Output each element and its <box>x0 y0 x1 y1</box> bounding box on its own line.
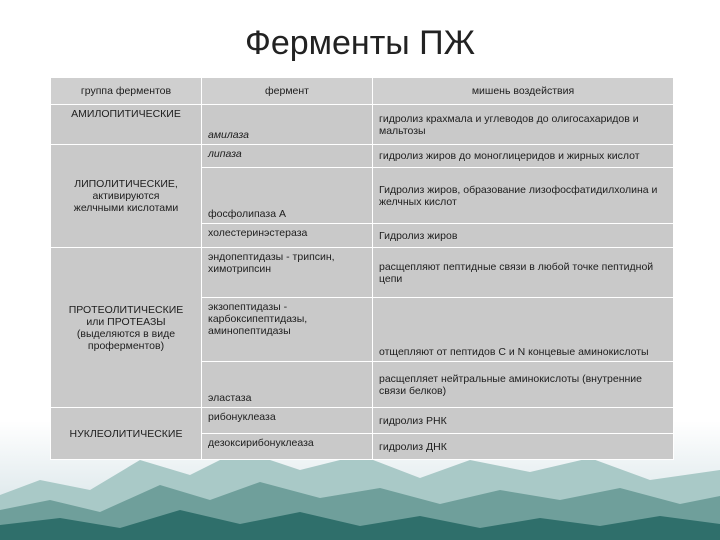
header-enzyme: фермент <box>202 78 373 105</box>
table-row <box>51 408 674 434</box>
enzyme-cell: липаза <box>202 145 373 168</box>
group-nucleolytic-label: НУКЛЕОЛИТИЧЕСКИЕ <box>69 427 183 440</box>
table-row <box>51 105 674 145</box>
group-amylolytic <box>51 105 202 145</box>
enzyme-cell: фосфолипаза А <box>202 168 373 224</box>
target-cell: расщепляют пептидные связи в любой точке пептидной цепи <box>373 248 674 298</box>
group-nucleolytic <box>51 408 202 460</box>
target-cell: Гидролиз жиров <box>373 224 674 248</box>
group-proteolytic-line1: ПРОТЕОЛИТИЧЕСКИЕ <box>68 303 184 316</box>
enzyme-cell: рибонуклеаза <box>202 408 373 434</box>
enzyme-cell: эластаза <box>202 362 373 408</box>
group-proteolytic-line4: проферментов) <box>87 339 165 352</box>
group-proteolytic <box>51 248 202 408</box>
enzyme-cell: эндопептидазы - трипсин, химотрипсин <box>202 248 373 298</box>
group-proteolytic-line2: или ПРОТЕАЗЫ <box>86 315 166 328</box>
page-title: Ферменты ПЖ <box>244 24 475 62</box>
target-cell: гидролиз крахмала и углеводов до олигосахаридов и мальтозы <box>373 105 674 145</box>
header-target: мишень воздействия <box>373 78 674 105</box>
enzyme-cell: холестеринэстераза <box>202 224 373 248</box>
target-cell: гидролиз РНК <box>373 408 674 434</box>
table-row <box>51 248 674 298</box>
target-cell: гидролиз жиров до моноглицеридов и жирных кислот <box>373 145 674 168</box>
group-lipolytic-line1: ЛИПОЛИТИЧЕСКИЕ, <box>74 178 178 190</box>
enzyme-cell: амилаза <box>202 105 373 145</box>
enzyme-cell: дезоксирибонуклеаза <box>202 434 373 460</box>
table-header-row <box>51 78 674 105</box>
header-group: группа ферментов <box>51 78 202 105</box>
group-proteolytic-line3: (выделяются в виде <box>76 327 176 340</box>
group-lipolytic-line2: активируются <box>92 190 160 202</box>
enzymes-table <box>50 77 674 460</box>
group-lipolytic <box>51 145 202 248</box>
target-cell: расщепляет нейтральные аминокислоты (внутренние связи белков) <box>373 362 674 408</box>
target-cell: отщепляют от пептидов С и N концевые аминокислоты <box>373 298 674 362</box>
table-row <box>51 145 674 168</box>
enzyme-cell: экзопептидазы - карбоксипептидазы, аминопептидазы <box>202 298 373 362</box>
group-amylolytic-label: АМИЛОПИТИЧЕСКИЕ <box>71 108 181 120</box>
target-cell: Гидролиз жиров, образование лизофосфатидилхолина и желчных кислот <box>373 168 674 224</box>
target-cell: гидролиз ДНК <box>373 434 674 460</box>
group-lipolytic-line3: желчными кислотами <box>73 202 179 214</box>
